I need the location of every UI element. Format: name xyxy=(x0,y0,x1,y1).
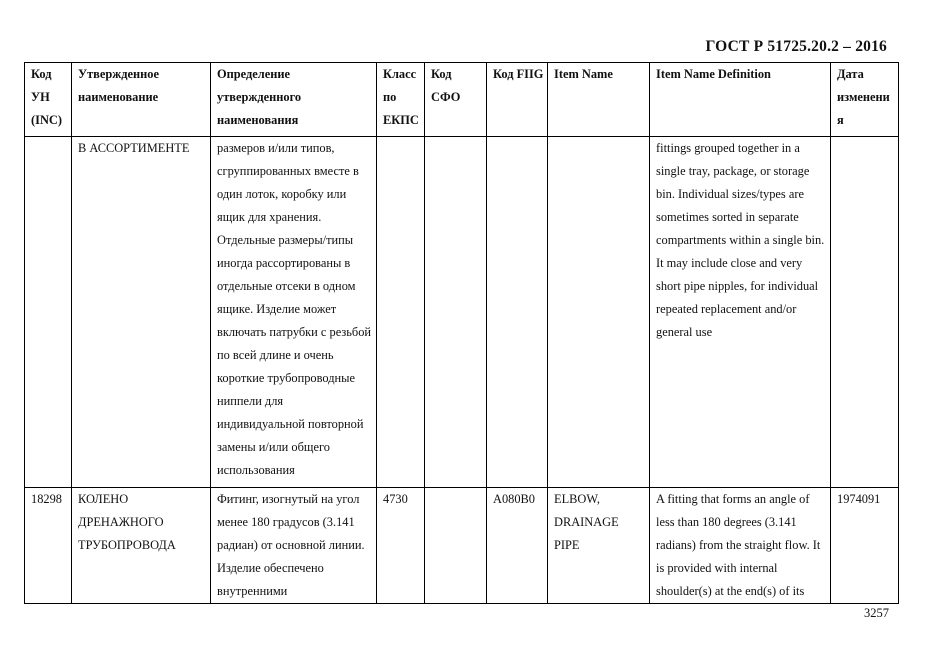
cell-sfo xyxy=(425,488,487,604)
cell-fiig xyxy=(487,137,548,488)
page-number: 3257 xyxy=(864,606,889,620)
cell-date: 1974091 xyxy=(831,488,899,604)
col-header-sfo: Код СФО xyxy=(425,63,487,137)
cell-sfo xyxy=(425,137,487,488)
cell-class: 4730 xyxy=(377,488,425,604)
cell-fiig: A080B0 xyxy=(487,488,548,604)
col-header-definition: Определение утвержденного наименования xyxy=(211,63,377,137)
col-header-fiig: Код FIIG xyxy=(487,63,548,137)
col-header-inc: Код УН (INC) xyxy=(25,63,72,137)
table-header-row xyxy=(25,63,899,137)
col-header-class: Класс по ЕКПС xyxy=(377,63,425,137)
cell-name: В АССОРТИМЕНТЕ xyxy=(72,137,211,488)
col-header-item-name: Item Name xyxy=(548,63,650,137)
col-header-item-definition: Item Name Definition xyxy=(650,63,831,137)
cell-item-definition: fittings grouped together in a single tray, package, or storage bin. Individual sizes/types are sometimes sorted in separate compartments within a single bin. It may include close and very short pipe nipples, for individual repeated replacement and/or general use xyxy=(650,137,831,488)
cell-name: КОЛЕНО ДРЕНАЖНОГО ТРУБОПРОВОДА xyxy=(72,488,211,604)
cell-item-name xyxy=(548,137,650,488)
table-row xyxy=(25,488,899,604)
table-row xyxy=(25,137,899,488)
cell-inc: 18298 xyxy=(25,488,72,604)
cell-class xyxy=(377,137,425,488)
cell-item-definition: A fitting that forms an angle of less than 180 degrees (3.141 radians) from the straight flow. It is provided with internal shoulder(s) at the end(s) of its xyxy=(650,488,831,604)
col-header-date: Дата изменения xyxy=(831,63,899,137)
cell-inc xyxy=(25,137,72,488)
cell-date xyxy=(831,137,899,488)
cell-item-name: ELBOW, DRAINAGE PIPE xyxy=(548,488,650,604)
col-header-name: Утвержденное наименование xyxy=(72,63,211,137)
catalog-table xyxy=(24,62,899,604)
cell-definition: Фитинг, изогнутый на угол менее 180 градусов (3.141 радиан) от основной линии. Изделие обеспечено внутренними xyxy=(211,488,377,604)
standard-title: ГОСТ Р 51725.20.2 – 2016 xyxy=(705,38,887,55)
cell-definition: размеров и/или типов, сгруппированных вместе в один лоток, коробку или ящик для хранения. Отдельные размеры/типы иногда рассортированы в отдельные отсеки в одном ящике. Изделие может включать патрубки с резьбой по всей длине и очень короткие трубопроводные ниппели для индивидуальной повторной замены и/или общего использования xyxy=(211,137,377,488)
